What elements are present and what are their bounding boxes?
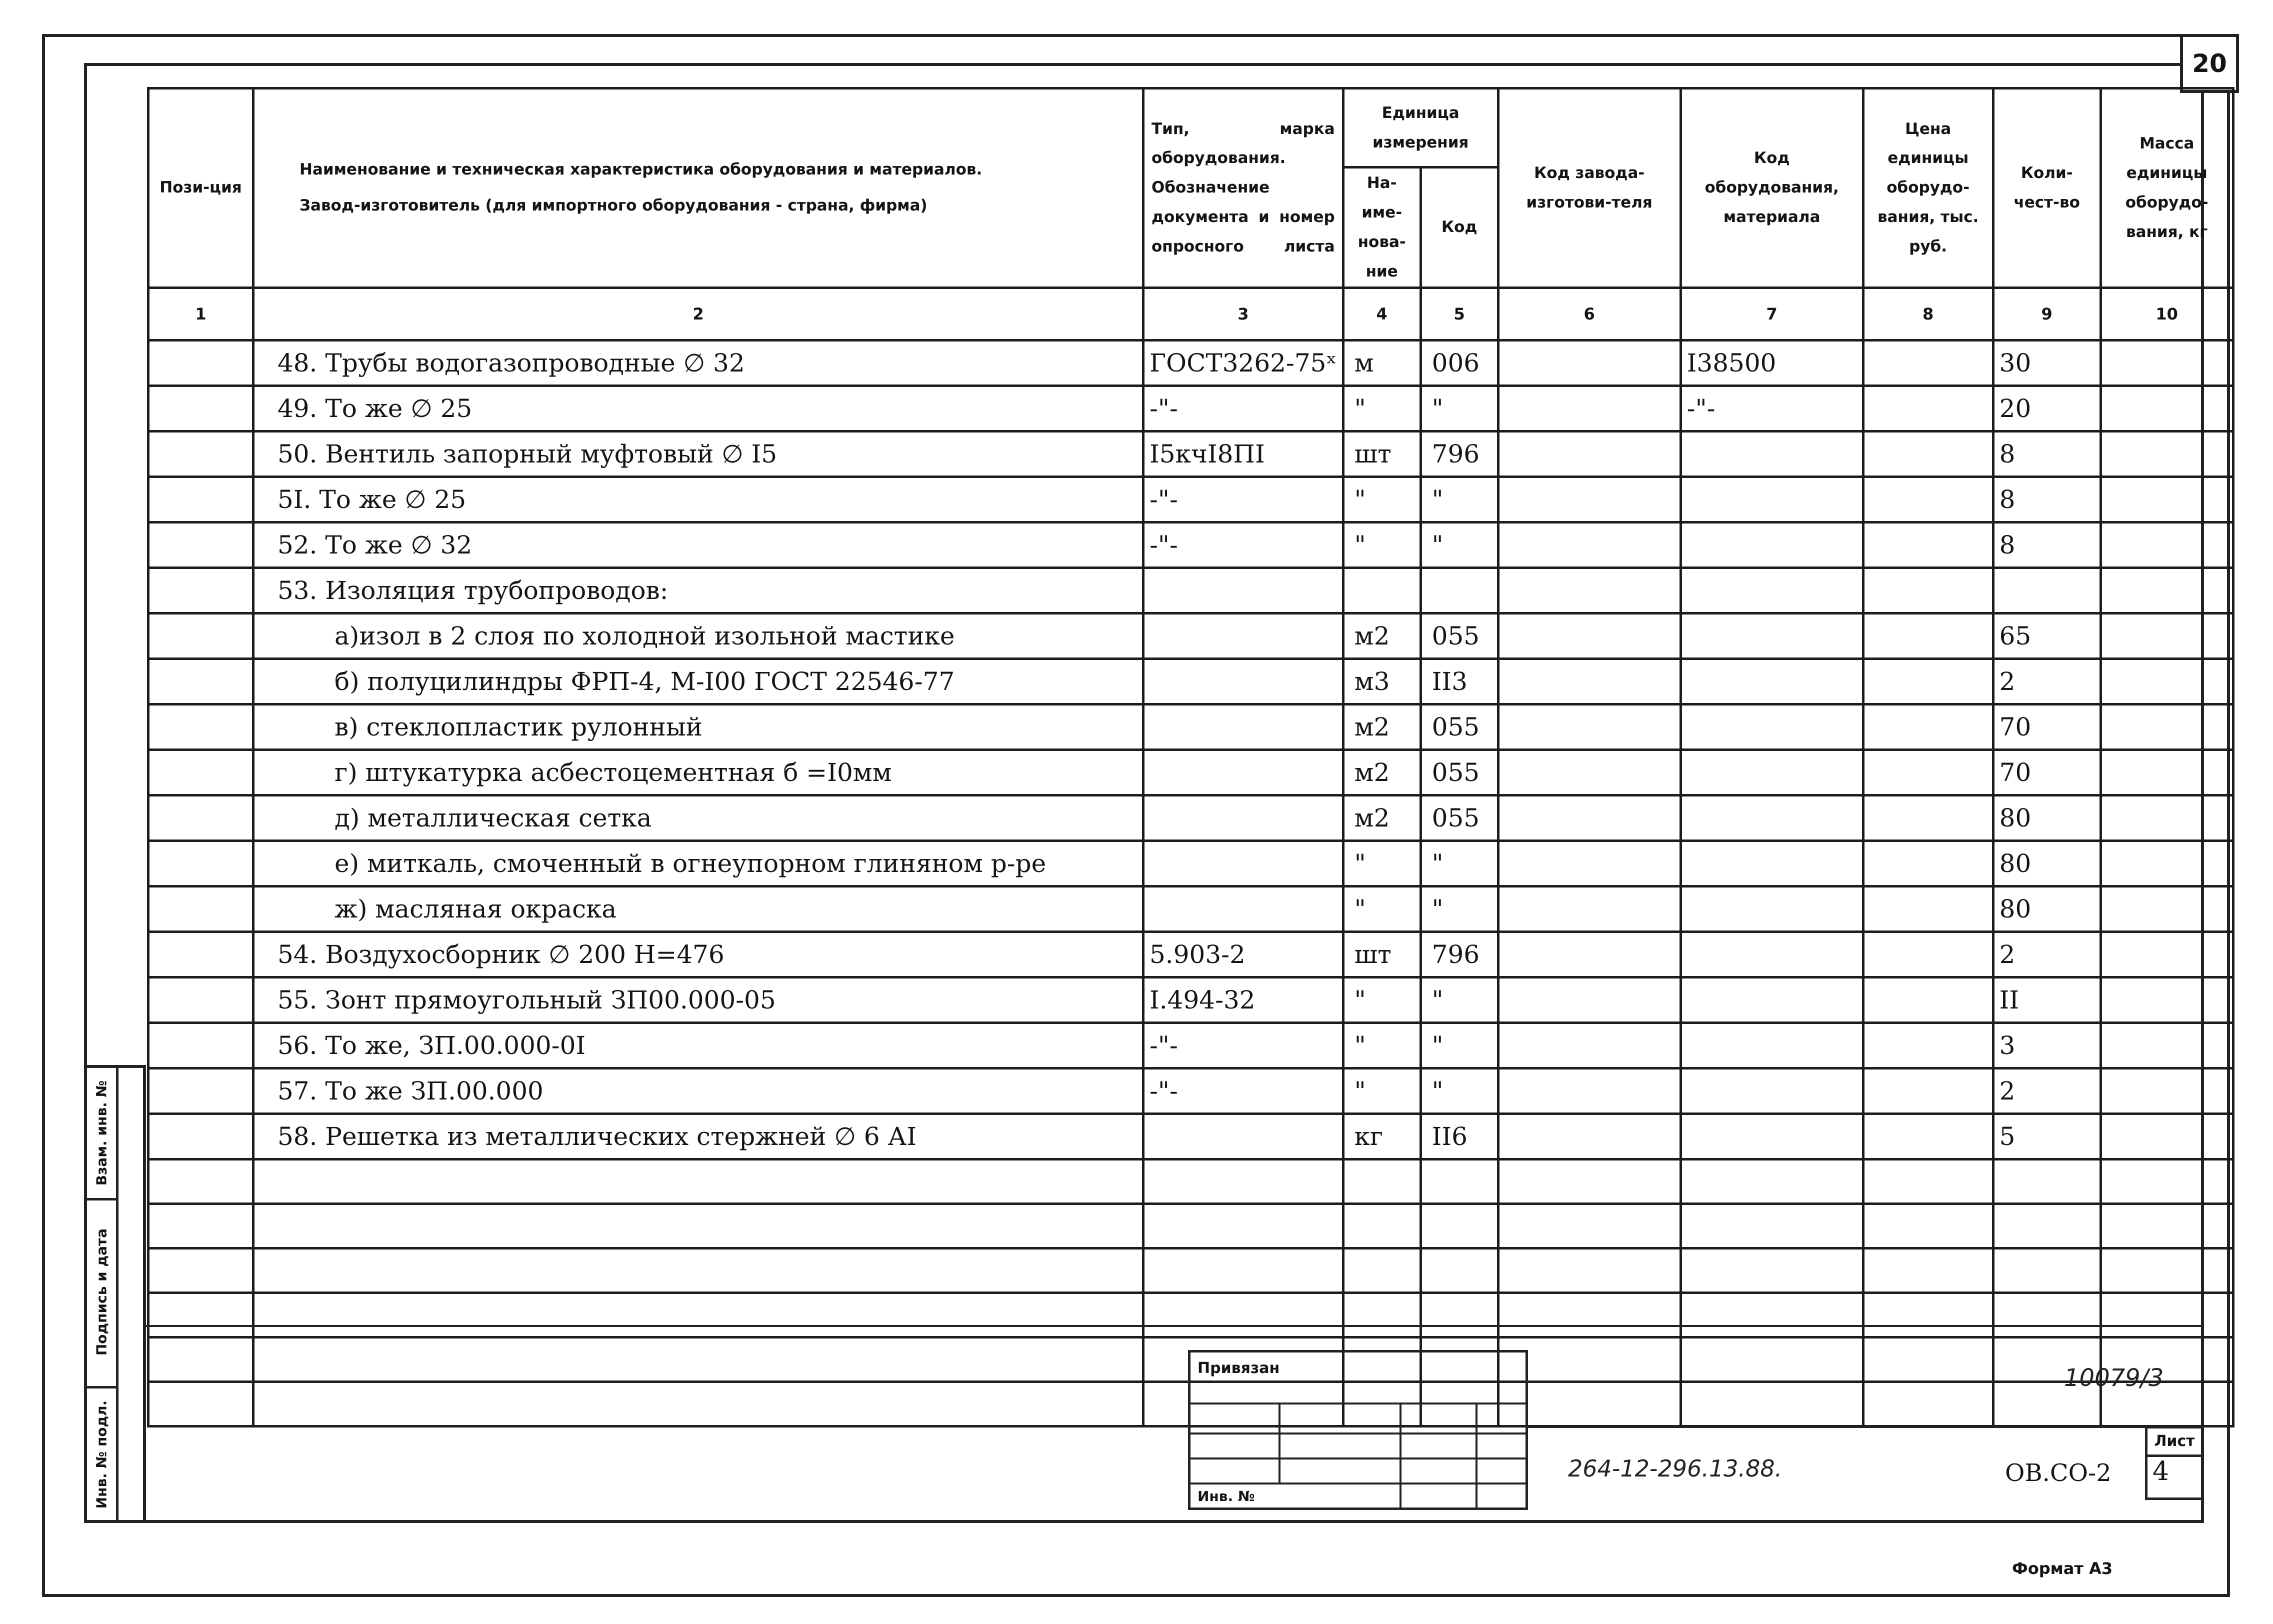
cell-name: 55. Зонт прямоугольный ЗП00.000-05 [254,977,1144,1022]
cell-unit-code: " [1420,1022,1498,1068]
cell-position [148,1022,254,1068]
cell-unit: м2 [1343,750,1420,795]
cell-unit: " [1343,386,1420,431]
cell-type: -"- [1144,1022,1344,1068]
cell-position [148,704,254,750]
title-block-line [1528,1426,2204,1428]
cell-position [148,1114,254,1159]
cell-name: 57. То же ЗП.00.000 [254,1068,1144,1114]
header-factory-code: Код завода-изготови-теля [1498,88,1680,288]
cell-mass [2100,1022,2233,1068]
table-row [148,431,2234,476]
cell-quantity: 8 [1993,522,2100,568]
cell-position [148,386,254,431]
table-row [148,476,2234,522]
cell-factory-code [1498,613,1680,658]
cell-equipment-code [1680,522,1863,568]
column-number: 9 [1993,288,2100,340]
cell-equipment-code [1680,977,1863,1022]
table-row [148,750,2234,795]
cell-quantity [1993,568,2100,613]
cell-price [1863,658,1993,704]
cell-unit-code: 055 [1420,704,1498,750]
format-label: Формат А3 [2012,1559,2113,1578]
cell-name: 50. Вентиль запорный муфтовый ∅ I5 [254,431,1144,476]
cell-quantity: 80 [1993,886,2100,932]
cell-position [148,340,254,386]
cell-factory-code [1498,886,1680,932]
cell-price [1863,750,1993,795]
cell-unit: " [1343,476,1420,522]
cell-name: е) миткаль, смоченный в огнеупорном глиняном р-ре [254,840,1144,886]
cell-unit: " [1343,886,1420,932]
cell-type [1144,568,1344,613]
cell-position [148,476,254,522]
table-row [148,977,2234,1022]
table-row [148,613,2234,658]
table-row [148,1068,2234,1114]
cell-position [148,431,254,476]
cell-unit-code: II3 [1420,658,1498,704]
cell-name: ж) масляная окраска [254,886,1144,932]
cell-unit: " [1343,1022,1420,1068]
header-unit-name: На-име-нова-ние [1343,168,1420,288]
cell-factory-code [1498,658,1680,704]
cell-name: г) штукатурка асбестоцементная б =I0мм [254,750,1144,795]
cell-factory-code [1498,386,1680,431]
cell-unit-code: " [1420,1068,1498,1114]
cell-type [1144,658,1344,704]
cell-price [1863,522,1993,568]
header-name-line1: Наименование и техническая характеристика оборудования и материалов. [300,160,982,179]
cell-unit: м2 [1343,795,1420,840]
cell-factory-code [1498,795,1680,840]
sheet-number: 4 [2152,1456,2170,1486]
side-label-replacement: Взам. инв. № [93,1080,110,1186]
cell-position [148,932,254,977]
cell-unit: " [1343,522,1420,568]
header-type: Тип, марка оборудования. Обозначение документа и номер опросного листа [1144,88,1344,288]
cell-type: ГОСТ3262-75ˣ [1144,340,1344,386]
cell-factory-code [1498,750,1680,795]
side-cell-signature [87,1198,116,1388]
cell-type: -"- [1144,1068,1344,1114]
cell-quantity: 65 [1993,613,2100,658]
cell-unit: " [1343,1068,1420,1114]
cell-mass [2100,658,2233,704]
approval-side-strip [84,1065,146,1523]
cell-unit-code: 796 [1420,431,1498,476]
cell-type [1144,840,1344,886]
cell-price [1863,568,1993,613]
stamp-label-privyazan: Привязан [1198,1360,1280,1377]
cell-position [148,613,254,658]
cell-equipment-code: I38500 [1680,340,1863,386]
column-number: 7 [1680,288,1863,340]
cell-equipment-code [1680,1068,1863,1114]
specification-table [147,87,2234,1428]
side-label-signature: Подпись и дата [93,1228,110,1356]
page-number: 20 [2180,34,2239,93]
cell-mass [2100,886,2233,932]
cell-mass [2100,522,2233,568]
cell-mass [2100,1114,2233,1159]
cell-mass [2100,431,2233,476]
table-row [148,568,2234,613]
table-row [148,340,2234,386]
column-number: 4 [1343,288,1420,340]
cell-factory-code [1498,476,1680,522]
column-number: 2 [254,288,1144,340]
table-row [148,522,2234,568]
archive-number: 10079/3 [2064,1364,2164,1392]
cell-mass [2100,1068,2233,1114]
binding-stamp [1188,1350,1528,1510]
column-number: 8 [1863,288,1993,340]
cell-name: а)изол в 2 слоя по холодной изольной мастике [254,613,1144,658]
column-number: 10 [2100,288,2233,340]
cell-type [1144,613,1344,658]
cell-unit-code [1420,568,1498,613]
cell-factory-code [1498,932,1680,977]
cell-quantity: 2 [1993,1068,2100,1114]
cell-quantity: 5 [1993,1114,2100,1159]
cell-equipment-code [1680,1114,1863,1159]
cell-quantity: 80 [1993,840,2100,886]
cell-quantity: 80 [1993,795,2100,840]
cell-name: 48. Трубы водогазопроводные ∅ 32 [254,340,1144,386]
cell-factory-code [1498,840,1680,886]
cell-price [1863,1068,1993,1114]
header-equipment-code: Код оборудования, материала [1680,88,1863,288]
cell-equipment-code [1680,886,1863,932]
header-name-line2: Завод-изготовитель (для импортного оборудования - страна, фирма) [300,196,928,214]
cell-position [148,658,254,704]
cell-name: 53. Изоляция трубопроводов: [254,568,1144,613]
cell-price [1863,932,1993,977]
header-quantity: Коли-чест-во [1993,88,2100,288]
cell-equipment-code [1680,704,1863,750]
cell-unit-code: " [1420,522,1498,568]
cell-equipment-code [1680,1022,1863,1068]
cell-mass [2100,750,2233,795]
header-name [254,88,1144,288]
cell-equipment-code [1680,658,1863,704]
cell-unit-code: 006 [1420,340,1498,386]
cell-unit-code: 055 [1420,750,1498,795]
cell-unit-code: " [1420,977,1498,1022]
header-mass: Масса единицы оборудо-вания, кг [2100,88,2233,288]
cell-unit: м2 [1343,704,1420,750]
document-number: 264-12-296.13.88. [1568,1455,1782,1482]
cell-mass [2100,613,2233,658]
title-block-top-line [146,1325,2204,1327]
cell-factory-code [1498,522,1680,568]
cell-equipment-code [1680,431,1863,476]
side-cell-replacement [87,1068,116,1200]
table-row [148,704,2234,750]
cell-equipment-code [1680,932,1863,977]
cell-type: -"- [1144,476,1344,522]
cell-price [1863,886,1993,932]
cell-type: I.494-32 [1144,977,1344,1022]
cell-quantity: 30 [1993,340,2100,386]
cell-position [148,795,254,840]
cell-mass [2100,704,2233,750]
cell-price [1863,340,1993,386]
cell-name: 54. Воздухосборник ∅ 200 Н=476 [254,932,1144,977]
cell-equipment-code [1680,476,1863,522]
cell-type [1144,750,1344,795]
cell-quantity: 2 [1993,658,2100,704]
cell-unit-code: " [1420,476,1498,522]
cell-unit: шт [1343,431,1420,476]
cell-quantity: 8 [1993,431,2100,476]
cell-equipment-code [1680,613,1863,658]
cell-mass [2100,476,2233,522]
sheet-number-box [2145,1426,2204,1500]
cell-equipment-code [1680,750,1863,795]
cell-price [1863,1022,1993,1068]
cell-factory-code [1498,568,1680,613]
cell-type: -"- [1144,386,1344,431]
cell-factory-code [1498,977,1680,1022]
table-row [148,932,2234,977]
cell-type [1144,886,1344,932]
cell-price [1863,840,1993,886]
cell-unit: " [1343,977,1420,1022]
cell-type: I5кчI8ПI [1144,431,1344,476]
table-row [148,795,2234,840]
cell-factory-code [1498,431,1680,476]
cell-position [148,977,254,1022]
cell-unit: шт [1343,932,1420,977]
cell-unit [1343,568,1420,613]
cell-unit-code: II6 [1420,1114,1498,1159]
side-cell-original [87,1386,116,1523]
column-number: 6 [1498,288,1680,340]
cell-type: -"- [1144,522,1344,568]
side-label-original: Инв. № подл. [93,1400,110,1509]
cell-type: 5.903-2 [1144,932,1344,977]
cell-unit: м3 [1343,658,1420,704]
cell-unit-code: " [1420,886,1498,932]
cell-position [148,886,254,932]
cell-quantity: 70 [1993,704,2100,750]
table-row [148,840,2234,886]
cell-type [1144,795,1344,840]
header-unit-group: Единица измерения [1343,88,1498,168]
cell-quantity: 3 [1993,1022,2100,1068]
cell-price [1863,386,1993,431]
cell-position [148,568,254,613]
sheet-label: Лист [2148,1428,2202,1457]
cell-name: д) металлическая сетка [254,795,1144,840]
cell-price [1863,613,1993,658]
cell-unit-code: 055 [1420,613,1498,658]
cell-quantity: 70 [1993,750,2100,795]
column-number: 3 [1144,288,1344,340]
table-row [148,1022,2234,1068]
cell-unit-code: " [1420,386,1498,431]
cell-quantity: 2 [1993,932,2100,977]
cell-unit: м [1343,340,1420,386]
cell-mass [2100,795,2233,840]
cell-equipment-code [1680,568,1863,613]
cell-price [1863,1114,1993,1159]
cell-unit-code: 055 [1420,795,1498,840]
cell-price [1863,431,1993,476]
cell-name: 49. То же ∅ 25 [254,386,1144,431]
cell-position [148,1068,254,1114]
cell-equipment-code [1680,840,1863,886]
cell-price [1863,977,1993,1022]
cell-unit-code: " [1420,840,1498,886]
cell-quantity: 8 [1993,476,2100,522]
cell-type [1144,1114,1344,1159]
cell-factory-code [1498,340,1680,386]
cell-position [148,522,254,568]
table-row [148,386,2234,431]
header-unit-code: Код [1420,168,1498,288]
cell-price [1863,795,1993,840]
cell-quantity: 20 [1993,386,2100,431]
cell-name: б) полуцилиндры ФРП-4, М-I00 ГОСТ 22546-77 [254,658,1144,704]
cell-factory-code [1498,1068,1680,1114]
cell-position [148,750,254,795]
cell-mass [2100,386,2233,431]
cell-name: 5I. То же ∅ 25 [254,476,1144,522]
column-number: 1 [148,288,254,340]
header-position: Пози-ция [148,88,254,288]
cell-equipment-code [1680,795,1863,840]
table-row [148,1114,2234,1159]
stamp-label-inventory: Инв. № [1198,1488,1255,1504]
cell-position [148,840,254,886]
table-row [148,886,2234,932]
cell-unit-code: 796 [1420,932,1498,977]
cell-mass [2100,977,2233,1022]
cell-factory-code [1498,704,1680,750]
table-row [148,658,2234,704]
cell-price [1863,704,1993,750]
cell-price [1863,476,1993,522]
cell-unit: кг [1343,1114,1420,1159]
cell-mass [2100,340,2233,386]
cell-unit: " [1343,840,1420,886]
cell-mass [2100,932,2233,977]
cell-mass [2100,568,2233,613]
column-number: 5 [1420,288,1498,340]
cell-name: в) стеклопластик рулонный [254,704,1144,750]
cell-unit: м2 [1343,613,1420,658]
cell-type [1144,704,1344,750]
cell-name: 58. Решетка из металлических стержней ∅ 6 АI [254,1114,1144,1159]
cell-equipment-code: -"- [1680,386,1863,431]
header-price: Цена единицы оборудо-вания, тыс. руб. [1863,88,1993,288]
cell-mass [2100,840,2233,886]
cell-quantity: II [1993,977,2100,1022]
cell-name: 52. То же ∅ 32 [254,522,1144,568]
cell-factory-code [1498,1022,1680,1068]
sheet-code: ОВ.СО-2 [2005,1459,2112,1487]
cell-name: 56. То же, ЗП.00.000-0I [254,1022,1144,1068]
cell-factory-code [1498,1114,1680,1159]
